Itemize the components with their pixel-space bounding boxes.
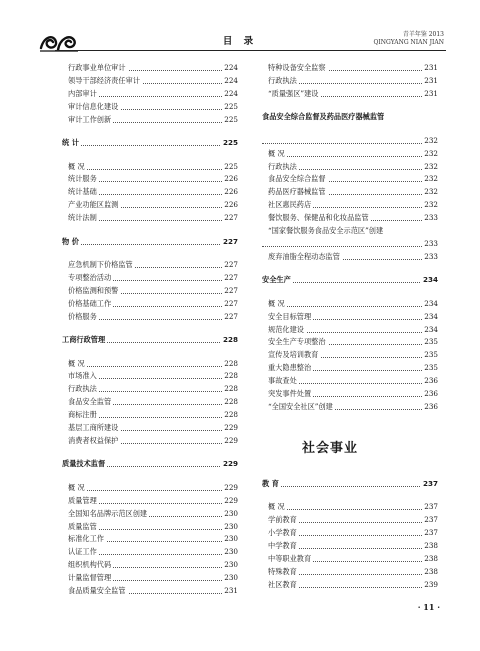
toc-entry[interactable] — [62, 482, 238, 495]
toc-entry-title: 中学教育 — [268, 540, 299, 553]
page-header-title: 目 录 — [222, 36, 258, 47]
toc-entry[interactable] — [262, 553, 438, 566]
toc-spacer — [262, 287, 438, 298]
toc-entry[interactable] — [62, 173, 238, 186]
toc-entry-page: 229 — [221, 458, 238, 471]
toc-entry-title: 认证工作 — [68, 546, 99, 559]
toc-entry-title: 食品安全综合监督 — [268, 173, 328, 186]
toc-entry-title: 食品安全监管 — [68, 396, 113, 409]
toc-entry-page: 238 — [422, 540, 438, 553]
leader-dots — [262, 143, 438, 144]
toc-entry[interactable] — [62, 508, 238, 521]
toc-entry-title: “质量强区”建设 — [268, 88, 320, 101]
toc-entry-title: 统计服务 — [68, 173, 99, 186]
toc-entry-title: 领导干部经济责任审计 — [68, 75, 142, 88]
toc-entry-page: 224 — [222, 75, 238, 88]
toc-entry-title: 审计信息化建设 — [68, 101, 120, 114]
toc-entry-title: 基层工商所建设 — [68, 422, 120, 435]
toc-entry-page: 235 — [422, 349, 438, 362]
toc-entry-title: 行政事业单位审计 — [68, 62, 128, 75]
toc-entry-title: 教 育 — [262, 478, 281, 491]
toc-entry-title: 商标注册 — [68, 409, 99, 422]
toc-entry-page: 230 — [222, 533, 238, 546]
toc-entry-title: 市场准入 — [68, 370, 99, 383]
toc-spacer — [262, 491, 438, 502]
toc-entry[interactable] — [262, 514, 438, 527]
toc-entry-page: 229 — [222, 482, 238, 495]
toc-entry[interactable] — [262, 161, 438, 174]
toc-entry-page: 230 — [222, 508, 238, 521]
toc-entry-page: 234 — [422, 324, 438, 337]
toc-entry-page: 236 — [422, 375, 438, 388]
toc-entry-page: 229 — [222, 422, 238, 435]
toc-entry[interactable] — [262, 135, 438, 148]
toc-entry[interactable] — [62, 383, 238, 396]
toc-entry-title: 计量监督管理 — [68, 572, 113, 585]
toc-entry[interactable] — [262, 336, 438, 349]
toc-entry[interactable] — [262, 75, 438, 88]
toc-entry-title: 价格监测和预警 — [68, 285, 120, 298]
toc-heading[interactable] — [262, 111, 438, 124]
toc-entry-page: 224 — [222, 88, 238, 101]
toc-entry-title: 重大隐患整治 — [268, 362, 313, 375]
leader-dots — [268, 156, 438, 157]
toc-spacer — [262, 264, 438, 275]
toc-entry-page: 229 — [222, 495, 238, 508]
toc-entry[interactable] — [262, 566, 438, 579]
toc-entry-title: 药品医疗器械监管 — [268, 186, 328, 199]
toc-heading[interactable] — [262, 478, 438, 491]
toc-entry[interactable] — [262, 375, 438, 388]
toc-entry-page: 228 — [222, 383, 238, 396]
toc-entry[interactable] — [62, 422, 238, 435]
toc-entry-page: 230 — [222, 559, 238, 572]
toc-entry-title: 社区惠民药店 — [268, 199, 313, 212]
toc-entry-title: 餐饮服务、保健品和化妆品监管 — [268, 212, 371, 225]
toc-entry-title: 学前教育 — [268, 514, 299, 527]
toc-entry[interactable] — [262, 186, 438, 199]
toc-entry-title: 专项整治活动 — [68, 272, 113, 285]
toc-entry[interactable] — [62, 546, 238, 559]
toc-spacer — [62, 225, 238, 236]
toc-entry[interactable] — [62, 186, 238, 199]
toc-entry-page: 228 — [222, 370, 238, 383]
toc-entry-page: 237 — [422, 501, 438, 514]
toc-entry-page: 227 — [222, 212, 238, 225]
page-number: · 11 · — [417, 602, 440, 612]
toc-entry-title: 价格基础工作 — [68, 298, 113, 311]
toc-entry-page: 227 — [222, 311, 238, 324]
toc-entry-page: 232 — [422, 148, 438, 161]
toc-entry-title: 废弃油脂全程动态监管 — [268, 251, 342, 264]
yearbook-title: 青羊年鉴 2013 — [402, 31, 444, 38]
toc-entry[interactable] — [62, 396, 238, 409]
toc-entry[interactable] — [262, 62, 438, 75]
toc-entry[interactable] — [262, 401, 438, 414]
toc-entry-page: 232 — [422, 135, 438, 148]
toc-entry-title: 质量技术监督 — [62, 458, 107, 471]
toc-entry[interactable] — [62, 298, 238, 311]
toc-heading[interactable] — [62, 236, 238, 249]
toc-entry[interactable] — [262, 540, 438, 553]
toc-entry-title: 物 价 — [62, 236, 81, 249]
toc-entry[interactable] — [62, 62, 238, 75]
toc-entry-title: 突发事件处置 — [268, 388, 313, 401]
toc-entry[interactable] — [262, 225, 438, 238]
toc-entry-page: 230 — [222, 572, 238, 585]
toc-entry-page: 224 — [222, 62, 238, 75]
toc-entry-title: 统 计 — [62, 137, 81, 150]
toc-entry-title: 行政执法 — [268, 161, 299, 174]
toc-entry-page: 236 — [422, 388, 438, 401]
toc-entry-page: 225 — [222, 101, 238, 114]
toc-entry-page: 236 — [422, 401, 438, 414]
toc-entry[interactable] — [62, 161, 238, 174]
toc-entry[interactable] — [62, 585, 238, 598]
toc-entry-page: 225 — [221, 137, 238, 150]
toc-spacer — [62, 471, 238, 482]
toc-entry-page: 231 — [422, 88, 438, 101]
toc-entry-page: 235 — [422, 362, 438, 375]
toc-entry-title: 概 况 — [268, 501, 287, 514]
leader-dots — [268, 509, 438, 510]
leader-dots — [68, 490, 238, 491]
toc-entry-title: 宣传及培训教育 — [268, 349, 320, 362]
toc-entry-page: 228 — [221, 334, 238, 347]
toc-entry-title: 概 况 — [268, 298, 287, 311]
toc-heading[interactable] — [62, 334, 238, 347]
toc-entry[interactable] — [262, 148, 438, 161]
toc-entry-title: 行政执法 — [68, 383, 99, 396]
toc-entry[interactable] — [62, 199, 238, 212]
toc-entry[interactable] — [62, 370, 238, 383]
toc-heading[interactable] — [62, 137, 238, 150]
toc-entry-page: 232 — [422, 161, 438, 174]
toc-entry-page: 237 — [422, 514, 438, 527]
header-rule — [55, 50, 446, 51]
toc-entry-page: 234 — [421, 274, 438, 287]
toc-entry-page: 231 — [222, 585, 238, 598]
toc-entry-page: 238 — [422, 553, 438, 566]
toc-entry-page: 235 — [422, 336, 438, 349]
toc-entry-title: 特殊教育 — [268, 566, 299, 579]
toc-entry-page: 232 — [422, 186, 438, 199]
toc-spacer — [62, 448, 238, 459]
toc-entry-title: 内部审计 — [68, 88, 99, 101]
toc-entry-title: 特种设备安全监察 — [268, 62, 328, 75]
toc-entry-page: 234 — [422, 311, 438, 324]
toc-entry-page: 233 — [422, 238, 438, 251]
toc-entry-page: 239 — [422, 579, 438, 592]
leader-dots — [62, 244, 238, 245]
toc-entry-title: 食品质量安全监管 — [68, 585, 128, 598]
toc-entry-page: 227 — [221, 236, 238, 249]
toc-entry-title: 质量管理 — [68, 495, 99, 508]
toc-entry[interactable] — [262, 501, 438, 514]
toc-entry-title: 安全目标管理 — [268, 311, 313, 324]
toc-entry[interactable] — [62, 533, 238, 546]
toc-entry-page: 234 — [422, 298, 438, 311]
toc-entry[interactable] — [62, 75, 238, 88]
toc-entry-page: 226 — [222, 173, 238, 186]
toc-entry[interactable] — [262, 349, 438, 362]
toc-entry-page: 233 — [422, 212, 438, 225]
toc-entry-page: 226 — [222, 186, 238, 199]
toc-entry-page: 231 — [422, 75, 438, 88]
toc-entry-page: 227 — [222, 272, 238, 285]
toc-entry-page: 237 — [422, 527, 438, 540]
leader-dots — [62, 145, 238, 146]
toc-entry-title: 行政执法 — [268, 75, 299, 88]
toc-entry-title: 工商行政管理 — [62, 334, 107, 347]
toc-entry[interactable] — [62, 572, 238, 585]
toc-entry-title: 质量监管 — [68, 521, 99, 534]
toc-entry[interactable] — [62, 88, 238, 101]
toc-entry-title: 安全生产专项整治 — [268, 336, 328, 349]
toc-entry-page: 228 — [222, 396, 238, 409]
toc-entry[interactable] — [62, 495, 238, 508]
toc-entry-page: 226 — [222, 199, 238, 212]
toc-heading[interactable] — [62, 458, 238, 471]
toc-entry[interactable] — [62, 101, 238, 114]
toc-entry-title: 统计法制 — [68, 212, 99, 225]
toc-entry-page: 230 — [222, 546, 238, 559]
toc-entry[interactable] — [262, 212, 438, 225]
toc-entry[interactable] — [62, 559, 238, 572]
toc-entry-title: 产业功能区监测 — [68, 199, 120, 212]
toc-entry[interactable] — [262, 579, 438, 592]
toc-entry[interactable] — [262, 199, 438, 212]
toc-entry[interactable] — [62, 285, 238, 298]
toc-spacer — [62, 150, 238, 161]
toc-entry-title: 食品安全综合监督及药品医疗器械监管 — [262, 111, 386, 124]
toc-left-column — [62, 62, 238, 598]
toc-entry[interactable] — [62, 435, 238, 448]
toc-entry[interactable] — [62, 521, 238, 534]
toc-spacer — [62, 324, 238, 335]
toc-entry-page: 225 — [222, 114, 238, 127]
toc-entry[interactable] — [262, 173, 438, 186]
toc-entry[interactable] — [262, 527, 438, 540]
toc-entry[interactable] — [262, 298, 438, 311]
toc-entry-title: 标准化工作 — [68, 533, 106, 546]
toc-entry-title: 概 况 — [68, 358, 87, 371]
leader-dots — [68, 169, 238, 170]
toc-entry-page: 232 — [422, 173, 438, 186]
toc-entry-title: 价格服务 — [68, 311, 99, 324]
toc-entry[interactable] — [62, 114, 238, 127]
toc-entry[interactable] — [262, 251, 438, 264]
toc-entry[interactable] — [62, 212, 238, 225]
toc-entry-title: “全国安全社区”创建 — [268, 401, 335, 414]
toc-entry[interactable] — [62, 272, 238, 285]
toc-entry[interactable] — [62, 409, 238, 422]
toc-entry-title: 组织机构代码 — [68, 559, 113, 572]
toc-entry-title: 概 况 — [68, 161, 87, 174]
toc-entry-page: 228 — [222, 409, 238, 422]
leader-dots — [68, 366, 238, 367]
toc-entry-page: 227 — [222, 285, 238, 298]
toc-entry-page: 237 — [421, 478, 438, 491]
toc-heading[interactable] — [262, 274, 438, 287]
toc-entry-page: 227 — [222, 259, 238, 272]
toc-entry-title: 消费者权益保护 — [68, 435, 120, 448]
toc-entry-title: 安全生产 — [262, 274, 293, 287]
toc-entry-page: 231 — [422, 62, 438, 75]
toc-entry-title: 应急机制下价格监管 — [68, 259, 135, 272]
yearbook-pinyin: QINGYANG NIAN JIAN — [373, 39, 444, 46]
toc-entry[interactable] — [262, 238, 438, 251]
toc-entry-page: 230 — [222, 521, 238, 534]
toc-entry-title: 概 况 — [68, 482, 87, 495]
toc-entry[interactable] — [262, 324, 438, 337]
toc-entry-page: 225 — [222, 161, 238, 174]
toc-entry-page: 233 — [422, 251, 438, 264]
toc-entry-title: 规范化建设 — [268, 324, 306, 337]
toc-entry-title: 社区教育 — [268, 579, 299, 592]
toc-entry[interactable] — [262, 362, 438, 375]
toc-right-column-education — [262, 478, 438, 592]
toc-entry-title: 小学教育 — [268, 527, 299, 540]
toc-entry-title: 审计工作创新 — [68, 114, 113, 127]
toc-entry[interactable] — [62, 311, 238, 324]
toc-entry-page: 232 — [422, 199, 438, 212]
toc-entry-page: 238 — [422, 566, 438, 579]
toc-right-column — [262, 62, 438, 414]
toc-spacer — [262, 124, 438, 135]
leader-dots — [262, 246, 438, 247]
toc-spacer — [62, 126, 238, 137]
toc-spacer — [62, 347, 238, 358]
toc-entry-page: 229 — [222, 435, 238, 448]
toc-entry[interactable] — [262, 311, 438, 324]
leader-dots — [262, 486, 438, 487]
toc-spacer — [262, 101, 438, 112]
toc-entry-title: 全国知名品牌示范区创建 — [68, 508, 149, 521]
toc-entry-title: 统计基础 — [68, 186, 99, 199]
toc-entry-title: 事故查处 — [268, 375, 299, 388]
toc-entry-title: 中等职业教育 — [268, 553, 313, 566]
toc-entry-title: “国家餐饮服务食品安全示范区”创建 — [268, 225, 385, 238]
section-title: 社会事业 — [302, 441, 359, 456]
toc-spacer — [62, 248, 238, 259]
toc-entry[interactable] — [262, 388, 438, 401]
toc-entry[interactable] — [62, 259, 238, 272]
toc-entry[interactable] — [62, 358, 238, 371]
toc-entry-title: 概 况 — [268, 148, 287, 161]
leader-dots — [268, 306, 438, 307]
yearbook-name — [374, 31, 444, 47]
toc-entry-page: 227 — [222, 298, 238, 311]
toc-entry[interactable] — [262, 88, 438, 101]
toc-entry-page: 228 — [222, 358, 238, 371]
